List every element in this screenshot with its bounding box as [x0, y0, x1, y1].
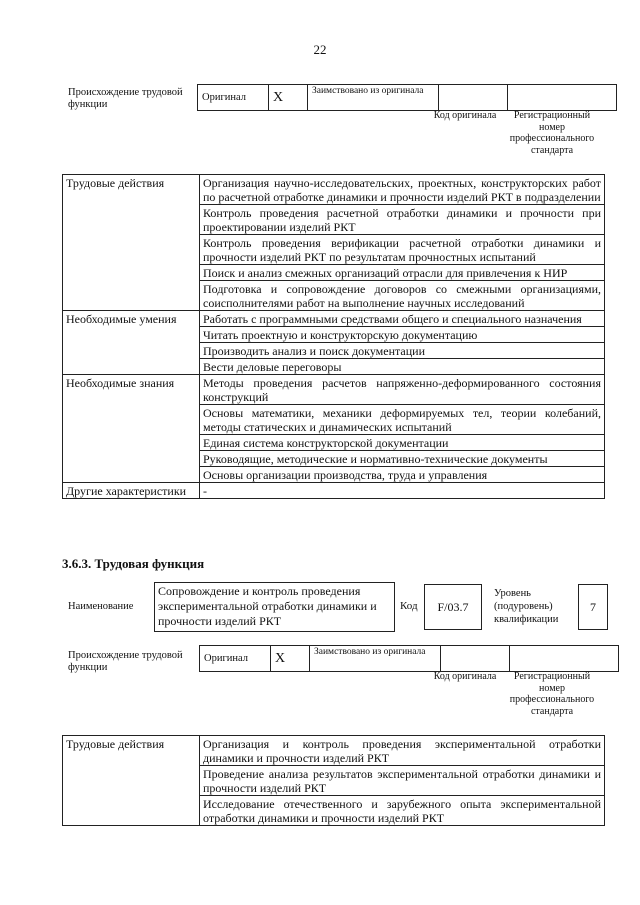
table-row [63, 175, 605, 205]
code-label: Код [400, 600, 418, 612]
origin-label-2: Происхождение трудовой функции [68, 650, 183, 673]
item-cell: Исследование отечественного и зарубежного опыта экспериментальной отработки динамики и прочности изделий РКТ [200, 796, 605, 826]
category-cell: Трудовые действия [63, 736, 200, 826]
borrowed-label: Заимствовано из оригинала [308, 85, 439, 111]
origin-label: Происхождение трудовой функции [68, 87, 183, 110]
item-cell: Единая система конструкторской документации [200, 435, 605, 451]
original-code-cell [439, 85, 508, 111]
original-label: Оригинал [198, 85, 269, 111]
original-mark-2: X [271, 646, 310, 672]
item-cell: Производить анализ и поиск документации [200, 343, 605, 359]
item-cell: Основы организации производства, труда и управления [200, 467, 605, 483]
registration-caption: Регистрационный номер профессионального стандарта [509, 110, 595, 156]
category-cell: Другие характеристики [63, 483, 200, 499]
item-cell: Работать с программными средствами общего и специального назначения [200, 311, 605, 327]
category-cell: Необходимые умения [63, 311, 200, 375]
item-cell: Проведение анализа результатов экспериментальной отработки динамики и прочности изделий РКТ [200, 766, 605, 796]
code-caption: Код оригинала [433, 110, 497, 121]
item-cell: Контроль проведения расчетной отработки динамики и прочности при проектировании изделий РКТ [200, 205, 605, 235]
item-cell: - [200, 483, 605, 499]
borrowed-label-2: Заимствовано из оригинала [310, 646, 441, 672]
table-row [63, 736, 605, 766]
item-cell: Методы проведения расчетов напряженно-деформированного состояния конструкций [200, 375, 605, 405]
item-cell: Руководящие, методические и нормативно-технические документы [200, 451, 605, 467]
item-cell: Поиск и анализ смежных организаций отрасли для привлечения к НИР [200, 265, 605, 281]
original-label-2: Оригинал [200, 646, 271, 672]
labor-function-table [62, 174, 605, 499]
section-title: 3.6.3. Трудовая функция [62, 556, 205, 571]
table-row [63, 375, 605, 405]
item-cell: Вести деловые переговоры [200, 359, 605, 375]
item-cell: Основы математики, механики деформируемых тел, теории колебаний, методы статических и динамических испытаний [200, 405, 605, 435]
original-mark: X [269, 85, 308, 111]
function-name-box: Сопровождение и контроль проведения экспериментальной отработки динамики и прочности изделий РКТ [154, 582, 395, 632]
registration-number-cell-2 [510, 646, 619, 672]
table-row [63, 311, 605, 327]
registration-caption-2: Регистрационный номер профессионального стандарта [509, 671, 595, 717]
level-label: Уровень (подуровень) квалификации [494, 588, 559, 625]
table-row [63, 483, 605, 499]
item-cell: Организация научно-исследовательских, проектных, конструкторских работ по расчетной отработке динамики и прочности изделий РКТ в подразделении [200, 175, 605, 205]
page-number: 22 [313, 42, 327, 57]
original-code-cell-2 [441, 646, 510, 672]
code-value: F/03.7 [424, 584, 482, 630]
category-cell: Необходимые знания [63, 375, 200, 483]
item-cell: Организация и контроль проведения экспериментальной отработки динамики и прочности изделий РКТ [200, 736, 605, 766]
labor-function-table-2 [62, 735, 605, 826]
item-cell: Читать проектную и конструкторскую документацию [200, 327, 605, 343]
origin-table-2 [199, 645, 619, 672]
name-label: Наименование [68, 601, 134, 612]
item-cell: Контроль проведения верификации расчетной отработки динамики и прочности изделий РКТ по результатам прочностных испытаний [200, 235, 605, 265]
registration-number-cell [508, 85, 617, 111]
item-cell: Подготовка и сопровождение договоров со смежными организациями, соисполнителями работ на выполнение научных исследований [200, 281, 605, 311]
code-caption-2: Код оригинала [433, 671, 497, 682]
category-cell: Трудовые действия [63, 175, 200, 311]
origin-table [197, 84, 617, 111]
level-value: 7 [578, 584, 608, 630]
